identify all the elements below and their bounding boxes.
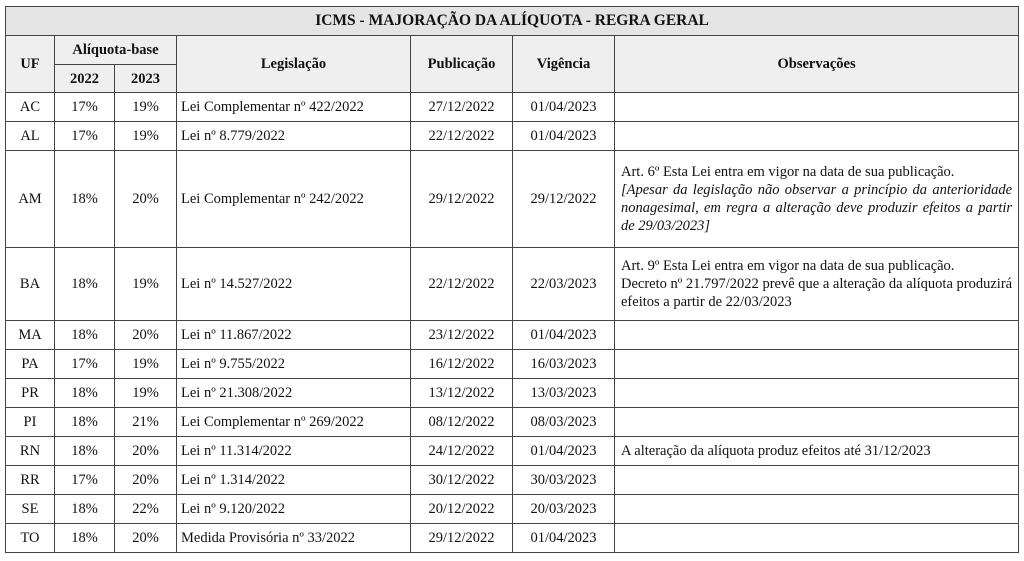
cell-vigencia: 13/03/2023 — [513, 379, 615, 408]
cell-legislacao: Lei nº 11.314/2022 — [177, 437, 411, 466]
cell-aliquota-2022: 18% — [55, 248, 115, 321]
cell-aliquota-2022: 18% — [55, 495, 115, 524]
cell-aliquota-2023: 19% — [115, 379, 177, 408]
cell-vigencia: 01/04/2023 — [513, 524, 615, 553]
cell-uf: RR — [6, 466, 55, 495]
cell-legislacao: Lei Complementar nº 422/2022 — [177, 93, 411, 122]
cell-vigencia: 29/12/2022 — [513, 151, 615, 248]
table-container — [5, 6, 1018, 553]
cell-publicacao: 24/12/2022 — [411, 437, 513, 466]
cell-uf: BA — [6, 248, 55, 321]
table-row — [6, 93, 1019, 122]
cell-aliquota-2022: 18% — [55, 524, 115, 553]
cell-publicacao: 08/12/2022 — [411, 408, 513, 437]
cell-aliquota-2023: 19% — [115, 350, 177, 379]
observacao-text: A alteração da alíquota produz efeitos até 31/12/2023 — [621, 443, 931, 459]
cell-observacoes — [615, 122, 1019, 151]
table-row — [6, 379, 1019, 408]
cell-aliquota-2022: 17% — [55, 350, 115, 379]
cell-aliquota-2023: 21% — [115, 408, 177, 437]
cell-uf: PA — [6, 350, 55, 379]
table-row — [6, 466, 1019, 495]
cell-legislacao: Lei Complementar nº 242/2022 — [177, 151, 411, 248]
cell-vigencia: 01/04/2023 — [513, 93, 615, 122]
cell-uf: PR — [6, 379, 55, 408]
cell-aliquota-2022: 18% — [55, 151, 115, 248]
cell-uf: AL — [6, 122, 55, 151]
cell-legislacao: Lei nº 9.120/2022 — [177, 495, 411, 524]
cell-observacoes — [615, 408, 1019, 437]
observacao-text: Art. 9º Esta Lei entra em vigor na data de sua publicação. — [621, 258, 955, 274]
table-row — [6, 122, 1019, 151]
cell-aliquota-2023: 19% — [115, 93, 177, 122]
observacao-note: [Apesar da legislação não observar a princípio da anterioridade nonagesimal, em regra a alteração deve produzir efeitos a partir de 29/03/2023] — [621, 182, 1013, 234]
table-row — [6, 151, 1019, 248]
cell-publicacao: 22/12/2022 — [411, 122, 513, 151]
cell-aliquota-2023: 19% — [115, 248, 177, 321]
header-2022: 2022 — [55, 65, 115, 93]
cell-aliquota-2023: 20% — [115, 151, 177, 248]
table-row — [6, 408, 1019, 437]
table-row — [6, 321, 1019, 350]
cell-publicacao: 27/12/2022 — [411, 93, 513, 122]
table-row — [6, 495, 1019, 524]
cell-aliquota-2022: 17% — [55, 122, 115, 151]
cell-legislacao: Lei nº 14.527/2022 — [177, 248, 411, 321]
cell-observacoes — [615, 466, 1019, 495]
cell-publicacao: 22/12/2022 — [411, 248, 513, 321]
cell-aliquota-2023: 19% — [115, 122, 177, 151]
cell-publicacao: 29/12/2022 — [411, 151, 513, 248]
cell-aliquota-2022: 18% — [55, 437, 115, 466]
cell-publicacao: 16/12/2022 — [411, 350, 513, 379]
table-row — [6, 437, 1019, 466]
cell-aliquota-2022: 17% — [55, 466, 115, 495]
header-uf: UF — [6, 36, 55, 93]
table-title: ICMS - MAJORAÇÃO DA ALÍQUOTA - REGRA GERAL — [6, 7, 1019, 36]
cell-observacoes — [615, 350, 1019, 379]
cell-observacoes — [615, 437, 1019, 466]
cell-vigencia: 01/04/2023 — [513, 437, 615, 466]
header-2023: 2023 — [115, 65, 177, 93]
cell-legislacao: Lei nº 21.308/2022 — [177, 379, 411, 408]
cell-uf: SE — [6, 495, 55, 524]
cell-legislacao: Lei Complementar nº 269/2022 — [177, 408, 411, 437]
cell-vigencia: 30/03/2023 — [513, 466, 615, 495]
cell-observacoes — [615, 495, 1019, 524]
cell-vigencia: 01/04/2023 — [513, 321, 615, 350]
cell-aliquota-2023: 20% — [115, 437, 177, 466]
cell-uf: PI — [6, 408, 55, 437]
cell-aliquota-2022: 17% — [55, 93, 115, 122]
cell-legislacao: Lei nº 9.755/2022 — [177, 350, 411, 379]
cell-vigencia: 20/03/2023 — [513, 495, 615, 524]
cell-vigencia: 22/03/2023 — [513, 248, 615, 321]
cell-publicacao: 29/12/2022 — [411, 524, 513, 553]
cell-aliquota-2023: 20% — [115, 466, 177, 495]
cell-legislacao: Medida Provisória nº 33/2022 — [177, 524, 411, 553]
cell-uf: MA — [6, 321, 55, 350]
table-row — [6, 350, 1019, 379]
observacao-text: Art. 6º Esta Lei entra em vigor na data de sua publicação. — [621, 164, 955, 180]
cell-observacoes — [615, 93, 1019, 122]
cell-publicacao: 20/12/2022 — [411, 495, 513, 524]
cell-aliquota-2022: 18% — [55, 379, 115, 408]
table-body — [6, 93, 1019, 553]
table-row — [6, 524, 1019, 553]
cell-observacoes — [615, 151, 1019, 248]
header-observacoes: Observações — [615, 36, 1019, 93]
cell-vigencia: 01/04/2023 — [513, 122, 615, 151]
icms-table — [5, 6, 1019, 553]
cell-aliquota-2022: 18% — [55, 321, 115, 350]
cell-legislacao: Lei nº 1.314/2022 — [177, 466, 411, 495]
cell-observacoes — [615, 248, 1019, 321]
cell-aliquota-2022: 18% — [55, 408, 115, 437]
observacao-text: Decreto nº 21.797/2022 prevê que a alteração da alíquota produzirá efeitos a partir de 22/03/2023 — [621, 276, 1013, 310]
cell-aliquota-2023: 22% — [115, 495, 177, 524]
table-row — [6, 248, 1019, 321]
cell-uf: RN — [6, 437, 55, 466]
cell-vigencia: 16/03/2023 — [513, 350, 615, 379]
cell-observacoes — [615, 379, 1019, 408]
header-vigencia: Vigência — [513, 36, 615, 93]
cell-publicacao: 13/12/2022 — [411, 379, 513, 408]
cell-legislacao: Lei nº 8.779/2022 — [177, 122, 411, 151]
cell-uf: AM — [6, 151, 55, 248]
header-legislacao: Legislação — [177, 36, 411, 93]
cell-legislacao: Lei nº 11.867/2022 — [177, 321, 411, 350]
cell-observacoes — [615, 321, 1019, 350]
cell-publicacao: 30/12/2022 — [411, 466, 513, 495]
header-aliquota-base: Alíquota-base — [55, 36, 177, 65]
header-publicacao: Publicação — [411, 36, 513, 93]
cell-aliquota-2023: 20% — [115, 524, 177, 553]
cell-publicacao: 23/12/2022 — [411, 321, 513, 350]
cell-observacoes — [615, 524, 1019, 553]
cell-aliquota-2023: 20% — [115, 321, 177, 350]
cell-vigencia: 08/03/2023 — [513, 408, 615, 437]
cell-uf: AC — [6, 93, 55, 122]
cell-uf: TO — [6, 524, 55, 553]
